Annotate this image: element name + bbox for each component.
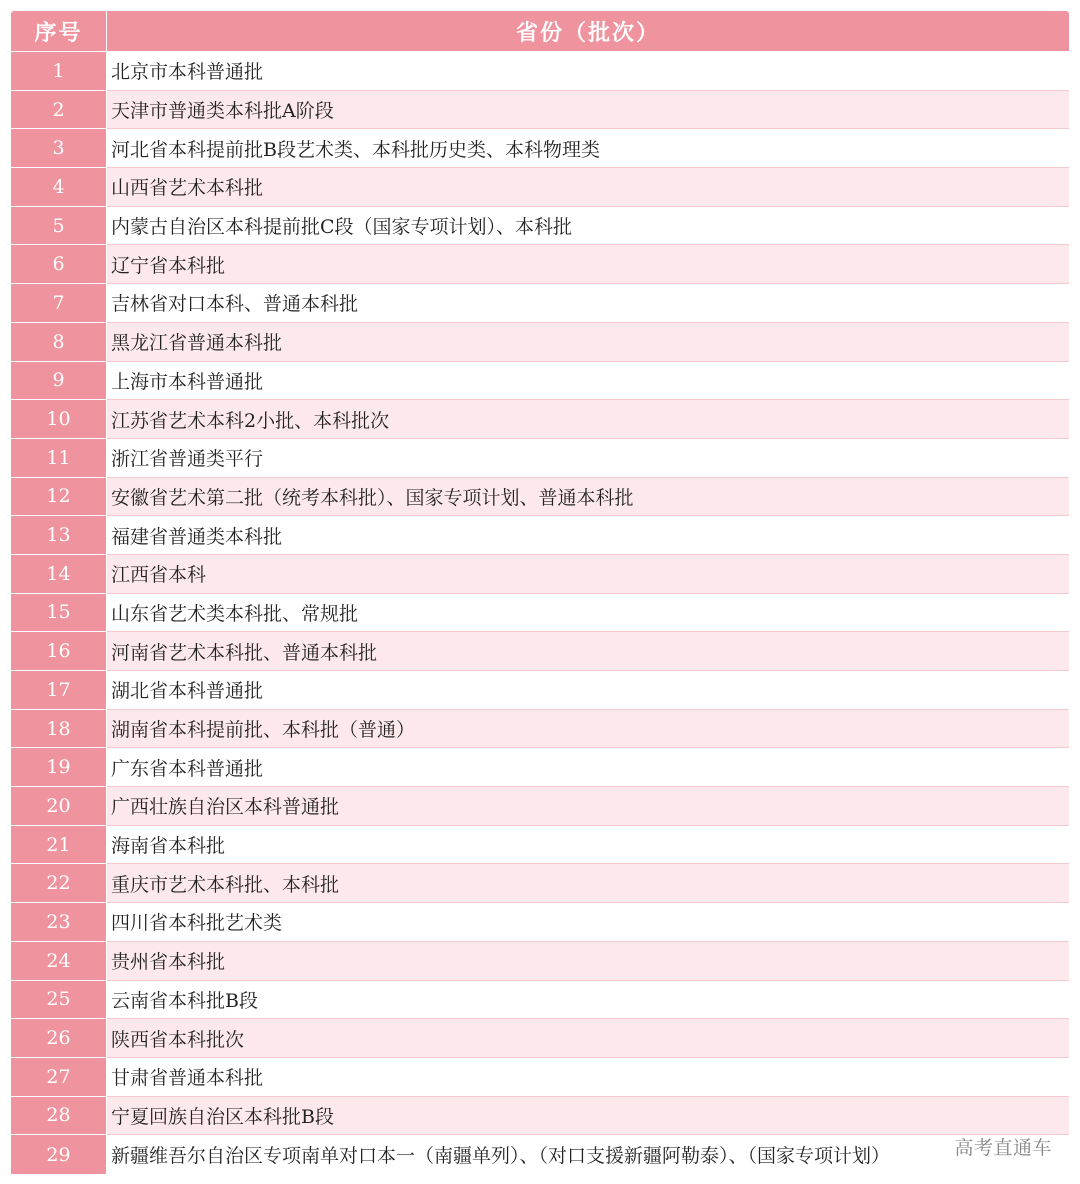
- table-row: [11, 362, 1069, 401]
- table-body: [11, 52, 1069, 1174]
- table-row: [11, 632, 1069, 671]
- row-province-batch: 北京市本科普通批: [107, 52, 1069, 91]
- row-province-batch: 甘肃省普通本科批: [107, 1058, 1069, 1097]
- table-row: [11, 478, 1069, 517]
- row-province-batch: 上海市本科普通批: [107, 362, 1069, 401]
- table-row: [11, 748, 1069, 787]
- table-row: [11, 91, 1069, 130]
- row-index: 13: [11, 516, 107, 555]
- row-index: 12: [11, 478, 107, 517]
- table-row: [11, 168, 1069, 207]
- table-row: [11, 129, 1069, 168]
- table-row: [11, 439, 1069, 478]
- table-header: [11, 11, 1069, 52]
- row-index: 11: [11, 439, 107, 478]
- row-index: 29: [11, 1135, 107, 1174]
- row-province-batch: 宁夏回族自治区本科批B段: [107, 1097, 1069, 1136]
- row-index: 4: [11, 168, 107, 207]
- header-index: 序号: [11, 11, 107, 52]
- row-province-batch: 吉林省对口本科、普通本科批: [107, 284, 1069, 323]
- table-row: [11, 671, 1069, 710]
- row-index: 9: [11, 362, 107, 401]
- table-row: [11, 787, 1069, 826]
- row-province-batch: 江苏省艺术本科2小批、本科批次: [107, 400, 1069, 439]
- table-row: [11, 207, 1069, 246]
- row-index: 15: [11, 594, 107, 633]
- batch-table-container: [11, 11, 1069, 1174]
- row-province-batch: 河南省艺术本科批、普通本科批: [107, 632, 1069, 671]
- row-province-batch: 重庆市艺术本科批、本科批: [107, 864, 1069, 903]
- header-province-batch: 省份（批次）: [107, 11, 1069, 52]
- table-row: [11, 864, 1069, 903]
- watermark-text: 高考直通车: [954, 1137, 1052, 1159]
- row-province-batch: 广东省本科普通批: [107, 748, 1069, 787]
- row-province-batch: 山西省艺术本科批: [107, 168, 1069, 207]
- table-row: [11, 942, 1069, 981]
- row-province-batch: 新疆维吾尔自治区专项南单对口本一（南疆单列）、（对口支援新疆阿勒泰）、（国家专项计划）: [107, 1135, 1069, 1174]
- row-index: 16: [11, 632, 107, 671]
- row-index: 6: [11, 245, 107, 284]
- row-province-batch: 江西省本科: [107, 555, 1069, 594]
- row-province-batch: 云南省本科批B段: [107, 981, 1069, 1020]
- table-row: [11, 1097, 1069, 1136]
- row-index: 18: [11, 710, 107, 749]
- row-index: 23: [11, 903, 107, 942]
- table-row: [11, 400, 1069, 439]
- row-index: 1: [11, 52, 107, 91]
- table-row: [11, 245, 1069, 284]
- row-index: 5: [11, 207, 107, 246]
- table-row: [11, 52, 1069, 91]
- table-row: [11, 981, 1069, 1020]
- row-province-batch: 浙江省普通类平行: [107, 439, 1069, 478]
- row-index: 17: [11, 671, 107, 710]
- table-row: [11, 903, 1069, 942]
- table-row: [11, 826, 1069, 865]
- table-row: [11, 284, 1069, 323]
- row-index: 22: [11, 864, 107, 903]
- row-index: 14: [11, 555, 107, 594]
- row-province-batch: 天津市普通类本科批A阶段: [107, 91, 1069, 130]
- province-batch-table: [11, 11, 1069, 1174]
- table-row: [11, 594, 1069, 633]
- row-province-batch: 四川省本科批艺术类: [107, 903, 1069, 942]
- header-row: [11, 11, 1069, 52]
- row-province-batch: 广西壮族自治区本科普通批: [107, 787, 1069, 826]
- row-index: 27: [11, 1058, 107, 1097]
- table-row: [11, 323, 1069, 362]
- table-row: [11, 1019, 1069, 1058]
- row-province-batch: 山东省艺术类本科批、常规批: [107, 594, 1069, 633]
- row-index: 7: [11, 284, 107, 323]
- row-province-batch: 安徽省艺术第二批（统考本科批）、国家专项计划、普通本科批: [107, 478, 1069, 517]
- row-index: 24: [11, 942, 107, 981]
- row-index: 2: [11, 91, 107, 130]
- row-province-batch: 湖北省本科普通批: [107, 671, 1069, 710]
- table-row: [11, 1135, 1069, 1174]
- row-province-batch: 贵州省本科批: [107, 942, 1069, 981]
- row-province-batch: 黑龙江省普通本科批: [107, 323, 1069, 362]
- row-index: 3: [11, 129, 107, 168]
- table-row: [11, 516, 1069, 555]
- table-row: [11, 1058, 1069, 1097]
- table-row: [11, 555, 1069, 594]
- row-index: 10: [11, 400, 107, 439]
- row-index: 8: [11, 323, 107, 362]
- row-province-batch: 河北省本科提前批B段艺术类、本科批历史类、本科物理类: [107, 129, 1069, 168]
- row-province-batch: 福建省普通类本科批: [107, 516, 1069, 555]
- row-index: 26: [11, 1019, 107, 1058]
- row-province-batch: 内蒙古自治区本科提前批C段（国家专项计划）、本科批: [107, 207, 1069, 246]
- row-province-batch: 陕西省本科批次: [107, 1019, 1069, 1058]
- row-index: 20: [11, 787, 107, 826]
- row-index: 19: [11, 748, 107, 787]
- row-index: 28: [11, 1097, 107, 1136]
- row-province-batch: 海南省本科批: [107, 826, 1069, 865]
- row-index: 21: [11, 826, 107, 865]
- table-row: [11, 710, 1069, 749]
- row-province-batch: 湖南省本科提前批、本科批（普通）: [107, 710, 1069, 749]
- row-index: 25: [11, 981, 107, 1020]
- row-province-batch: 辽宁省本科批: [107, 245, 1069, 284]
